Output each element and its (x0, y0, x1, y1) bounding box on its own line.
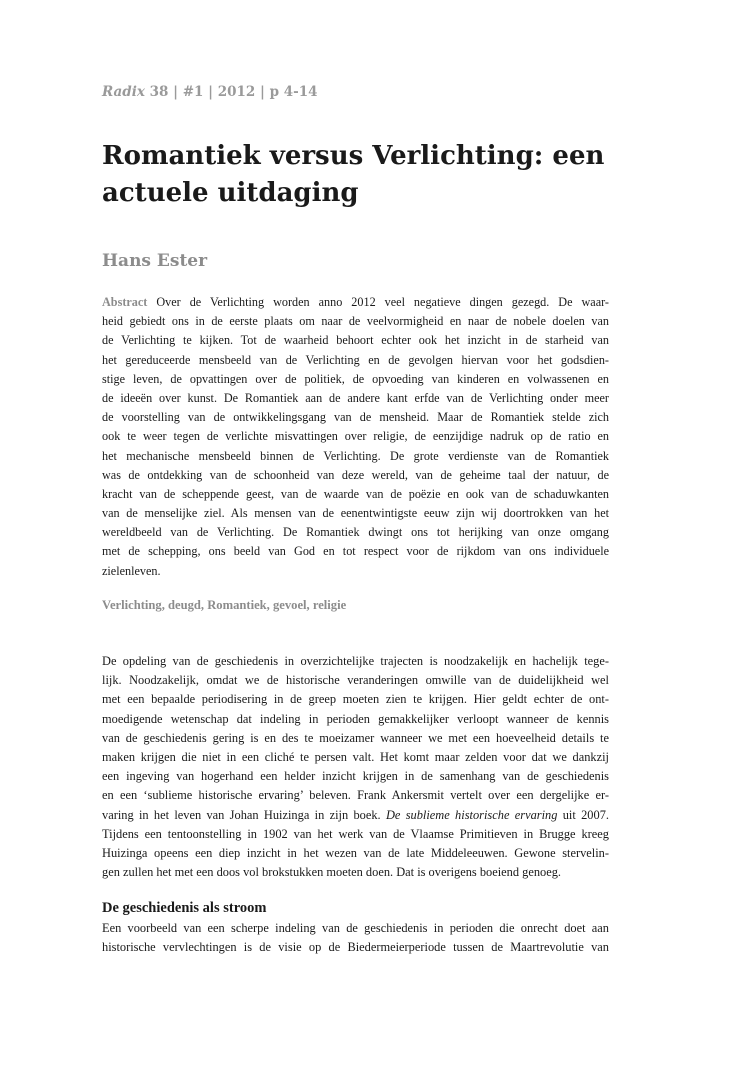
body-line: een ingeving van hogerhand een helder inzicht krijgen in de samenhang van de geschiedenis (102, 769, 609, 784)
title-line: Romantiek versus Verlichting: een (102, 141, 605, 171)
abstract-line: met de schepping, ons beeld van God en tot respect voor de rijkdom van ons individuele (102, 544, 609, 559)
abstract-line: de voorstelling van de ontwikkelingsgang van de mensheid. Maar de Romantiek stelde zich (102, 410, 609, 425)
body-line: Huizinga opeens een diep inzicht in het wezen van de late Middeleeuwen. Gewone stervelin- (102, 845, 609, 860)
abstract-line (102, 293, 609, 312)
body-line (102, 806, 609, 825)
journal-name: Radix (102, 84, 145, 100)
article-title (102, 138, 609, 212)
abstract-first-line: Over de Verlichting worden anno 2012 veel negatieve dingen gezegd. De waar- (147, 295, 609, 309)
author-name: Hans Ester (102, 251, 208, 271)
issue-details: 38 | #1 | 2012 | p 4-14 (144, 84, 318, 100)
body-line: en een ‘sublieme historische ervaring’ beleven. Frank Ankersmit vertelt over een dergelijke er- (102, 788, 609, 803)
book-title: De sublieme historische ervaring (385, 807, 558, 822)
body-line: maken krijgen die niet in een cliché te persen valt. Het komt maar zelden voor dat we dankzij (102, 749, 609, 764)
body-line: met een bepaalde periodisering in de greep moeten zien te krijgen. Hier geldt echter de ont- (102, 692, 609, 707)
abstract-line: zielenleven. (102, 563, 161, 578)
body-line: Tijdens een tentoonstelling in 1902 van het werk van de Vlaamse Primitieven in Brugge kreeg (102, 826, 609, 841)
abstract-line: het mechanische mensbeeld binnen de Verlichting. De grote verdienste van de Romantiek (102, 448, 609, 463)
abstract-line: ook te weer tegen de verlichte misvattingen over religie, de eenzijdige nadruk op de ratio en (102, 429, 609, 444)
running-head (102, 84, 318, 100)
body-line: gen zullen het met een doos vol brokstukken moeten doen. Dat is overigens boeiend genoeg. (102, 865, 562, 880)
body-line: historische vervlechtingen is de visie op de Biedermeierperiode tussen de Maartrevolutie van (102, 940, 609, 955)
body-line-prefix: varing in het leven van Johan Huizinga in zijn boek. (102, 807, 386, 822)
abstract (102, 293, 609, 581)
abstract-line: het gereduceerde mensbeeld van de Verlichting en de gevolgen hiervan voor het godsdien- (102, 352, 609, 367)
body-paragraph (102, 652, 609, 882)
abstract-label: Abstract (102, 295, 148, 309)
abstract-line: de Verlichting te kijken. Tot de waarheid behoort echter ook het inzicht in de starheid van (102, 333, 609, 348)
body-line: van de geschiedenis gering is en des te moeizamer wanneer we met een hoeveelheid details te (102, 730, 609, 745)
body-line-suffix: uit 2007. (557, 807, 609, 822)
body-line: moedigende wetenschap dat indeling in perioden gemakkelijker verloopt wanneer de kennis (102, 711, 609, 726)
abstract-line: heid gebiedt ons in de eerste plaats om naar de veelvormigheid en naar de nobele doelen van (102, 314, 609, 329)
keywords: Verlichting, deugd, Romantiek, gevoel, religie (102, 598, 347, 612)
abstract-line: van de menselijke ziel. Als mensen van de eenentwintigste eeuw zijn wij doortrokken van het (102, 506, 609, 521)
body-line: De opdeling van de geschiedenis in overzichtelijke trajecten is noodzakelijk en hachelijk tege- (102, 654, 609, 668)
abstract-line: was de ontdekking van de schoonheid van deze wereld, van de geheime taal der natuur, de (102, 467, 609, 482)
section-heading: De geschiedenis als stroom (102, 900, 267, 916)
abstract-line: kracht van de scheppende geest, van de waarde van de poëzie en ook van de schaduwkanten (102, 486, 609, 501)
abstract-line: wereldbeeld van de Verlichting. De Romantiek dwingt ons tot herijking van onze omgang (102, 525, 609, 540)
body-line: lijk. Noodzakelijk, omdat we de historische veranderingen omwille van de duidelijkheid wel (102, 673, 609, 688)
body-paragraph (102, 919, 609, 957)
title-line: actuele uitdaging (102, 178, 359, 208)
abstract-line: stige leven, de opvattingen over de politiek, de opvoeding van kinderen en volwassenen en (102, 371, 609, 386)
abstract-line: de ideeën over kunst. De Romantiek aan de andere kant erfde van de Verlichting onder meer (102, 390, 609, 405)
body-line: Een voorbeeld van een scherpe indeling van de geschiedenis in perioden die onrecht doet aan (102, 921, 609, 935)
